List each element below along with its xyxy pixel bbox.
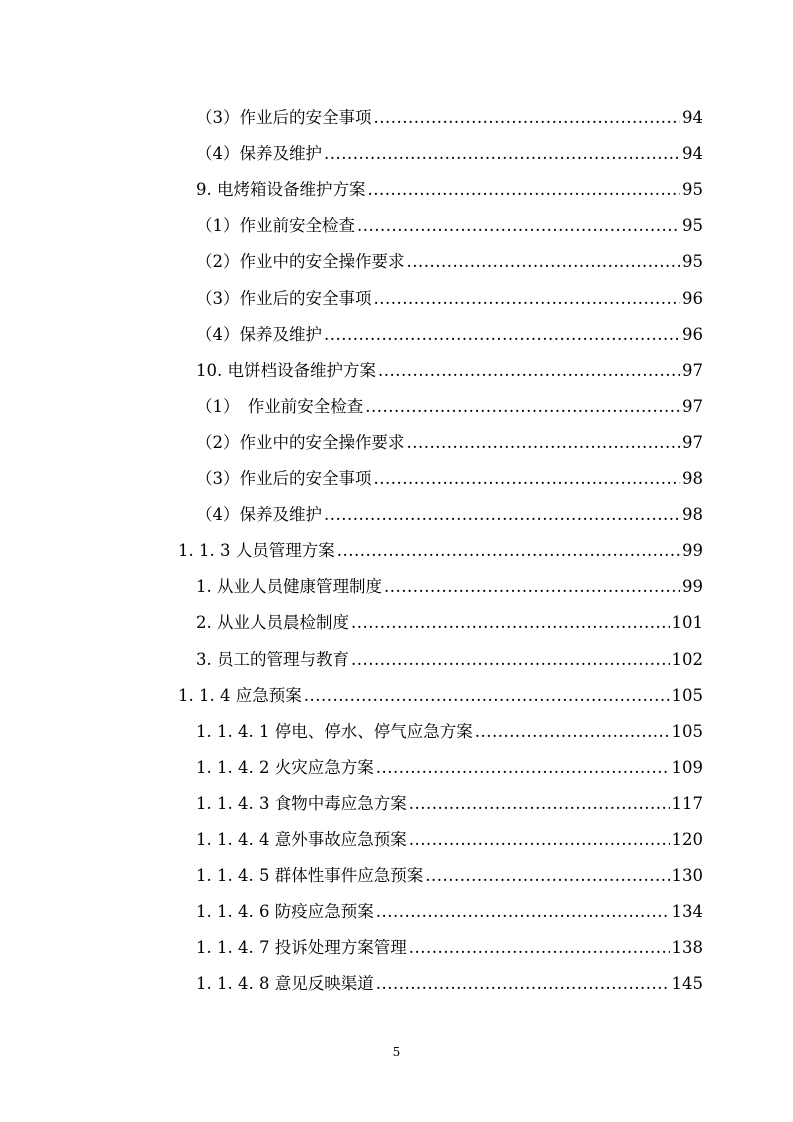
toc-entry-label: （3）作业后的安全事项 xyxy=(196,469,372,488)
toc-entry[interactable] xyxy=(196,172,703,208)
toc-entry-label: （3）作业后的安全事项 xyxy=(196,108,372,127)
toc-leader-dots xyxy=(376,750,670,786)
toc-entry-page: 97 xyxy=(682,432,703,452)
toc-entry[interactable] xyxy=(196,497,703,533)
toc-entry-page: 94 xyxy=(682,144,703,164)
toc-entry-page: 102 xyxy=(671,649,703,669)
toc-leader-dots xyxy=(374,461,681,497)
toc-leader-dots xyxy=(337,533,680,569)
toc-entry[interactable] xyxy=(196,786,703,822)
toc-leader-dots xyxy=(425,858,669,894)
toc-entry-page: 117 xyxy=(671,793,703,813)
toc-entry[interactable] xyxy=(196,642,703,678)
toc-leader-dots xyxy=(376,894,670,930)
toc-entry-page: 99 xyxy=(682,541,703,561)
toc-leader-dots xyxy=(376,966,670,1002)
toc-entry[interactable] xyxy=(178,533,703,569)
toc-entry-label: 10. 电饼档设备维护方案 xyxy=(196,360,376,380)
toc-leader-dots xyxy=(374,281,681,317)
toc-entry-page: 96 xyxy=(682,324,703,344)
toc-entry-page: 105 xyxy=(671,685,703,705)
toc-leader-dots xyxy=(368,172,681,208)
toc-entry-label: 1. 从业人员健康管理制度 xyxy=(196,577,382,597)
toc-leader-dots xyxy=(374,100,681,136)
toc-entry[interactable] xyxy=(196,136,703,172)
toc-entry-page: 94 xyxy=(682,108,703,127)
page-number: 5 xyxy=(392,1045,401,1059)
toc-entry[interactable] xyxy=(196,966,703,1002)
toc-entry-page: 96 xyxy=(682,288,703,308)
toc-entry[interactable] xyxy=(196,714,703,750)
toc-leader-dots xyxy=(407,244,681,280)
toc-entry-label: （4）保养及维护 xyxy=(196,144,322,164)
toc-entry[interactable] xyxy=(196,281,703,317)
toc-entry[interactable] xyxy=(196,353,703,389)
toc-entry-label: 1. 1. 4. 2 火灾应急方案 xyxy=(196,757,374,777)
toc-entry[interactable] xyxy=(196,425,703,461)
toc-entry[interactable] xyxy=(196,461,703,497)
toc-entry-page: 138 xyxy=(671,938,703,958)
toc-entry-page: 130 xyxy=(671,866,703,886)
toc-leader-dots xyxy=(407,425,681,461)
toc-entry-label: （3）作业后的安全事项 xyxy=(196,288,372,308)
toc-entry-label: 1. 1. 4. 7 投诉处理方案管理 xyxy=(196,938,407,958)
toc-entry-page: 95 xyxy=(682,252,703,272)
toc-entry[interactable] xyxy=(196,894,703,930)
toc-leader-dots xyxy=(324,317,680,353)
toc-entry-page: 99 xyxy=(682,577,703,597)
toc-entry-page: 98 xyxy=(682,469,703,488)
toc-entry-label: （1）作业前安全检查 xyxy=(196,216,355,236)
toc-entry[interactable] xyxy=(196,750,703,786)
toc-entry-label: （2）作业中的安全操作要求 xyxy=(196,252,405,272)
toc-entry-label: 3. 员工的管理与教育 xyxy=(196,649,349,669)
toc-entry-page: 95 xyxy=(682,216,703,236)
toc-entry-page: 145 xyxy=(671,974,703,994)
toc-entry[interactable] xyxy=(196,822,703,858)
toc-entry[interactable] xyxy=(196,930,703,966)
toc-entry-label: 1. 1. 4. 6 防疫应急预案 xyxy=(196,902,374,922)
toc-leader-dots xyxy=(351,605,670,641)
toc-entry[interactable] xyxy=(196,858,703,894)
toc-entry-label: 1. 1. 3 人员管理方案 xyxy=(178,541,335,561)
toc-entry-page: 101 xyxy=(671,613,703,633)
toc-leader-dots xyxy=(409,822,670,858)
toc-leader-dots xyxy=(324,136,680,172)
toc-entry-page: 95 xyxy=(682,180,703,200)
toc-entry[interactable] xyxy=(196,100,703,136)
toc-entry-label: 1. 1. 4. 8 意见反映渠道 xyxy=(196,974,374,994)
toc-entry[interactable] xyxy=(196,244,703,280)
toc-entry[interactable] xyxy=(196,389,703,425)
toc-leader-dots xyxy=(304,678,670,714)
toc-entry-label: （4）保养及维护 xyxy=(196,505,322,525)
toc-entry-label: 1. 1. 4. 3 食物中毒应急方案 xyxy=(196,793,407,813)
toc-entry-label: （2）作业中的安全操作要求 xyxy=(196,432,405,452)
toc-entry-label: 1. 1. 4. 1 停电、停水、停气应急方案 xyxy=(196,721,473,741)
toc-leader-dots xyxy=(409,930,670,966)
toc-entry-label: 1. 1. 4. 5 群体性事件应急预案 xyxy=(196,866,424,886)
toc-leader-dots xyxy=(409,786,670,822)
toc-entry-page: 134 xyxy=(671,902,703,922)
toc-entry[interactable] xyxy=(196,569,703,605)
toc-entry-page: 98 xyxy=(682,505,703,525)
toc-leader-dots xyxy=(324,497,680,533)
toc-entry-label: （4）保养及维护 xyxy=(196,324,322,344)
toc-entry-label: 9. 电烤箱设备维护方案 xyxy=(196,180,366,200)
toc-leader-dots xyxy=(357,208,680,244)
toc-entry-page: 109 xyxy=(671,757,703,777)
toc-leader-dots xyxy=(365,389,680,425)
toc-leader-dots xyxy=(351,642,670,678)
toc-entry-label: 1. 1. 4. 4 意外事故应急预案 xyxy=(196,830,407,849)
toc-entry[interactable] xyxy=(196,317,703,353)
toc-entry[interactable] xyxy=(196,605,703,641)
toc-entry-page: 97 xyxy=(682,360,703,380)
toc-entry-label: 1. 1. 4 应急预案 xyxy=(178,685,302,705)
toc-leader-dots xyxy=(475,714,670,750)
toc-entry-page: 105 xyxy=(671,721,703,741)
toc-leader-dots xyxy=(384,569,680,605)
toc-entry-page: 97 xyxy=(682,396,703,416)
toc-entry-page: 120 xyxy=(671,830,703,849)
toc-entry[interactable] xyxy=(196,208,703,244)
toc-entry[interactable] xyxy=(178,678,703,714)
toc-entry-label: 2. 从业人员晨检制度 xyxy=(196,613,349,633)
toc-leader-dots xyxy=(378,353,680,389)
toc-entry-label: （1） 作业前安全检查 xyxy=(196,396,364,416)
